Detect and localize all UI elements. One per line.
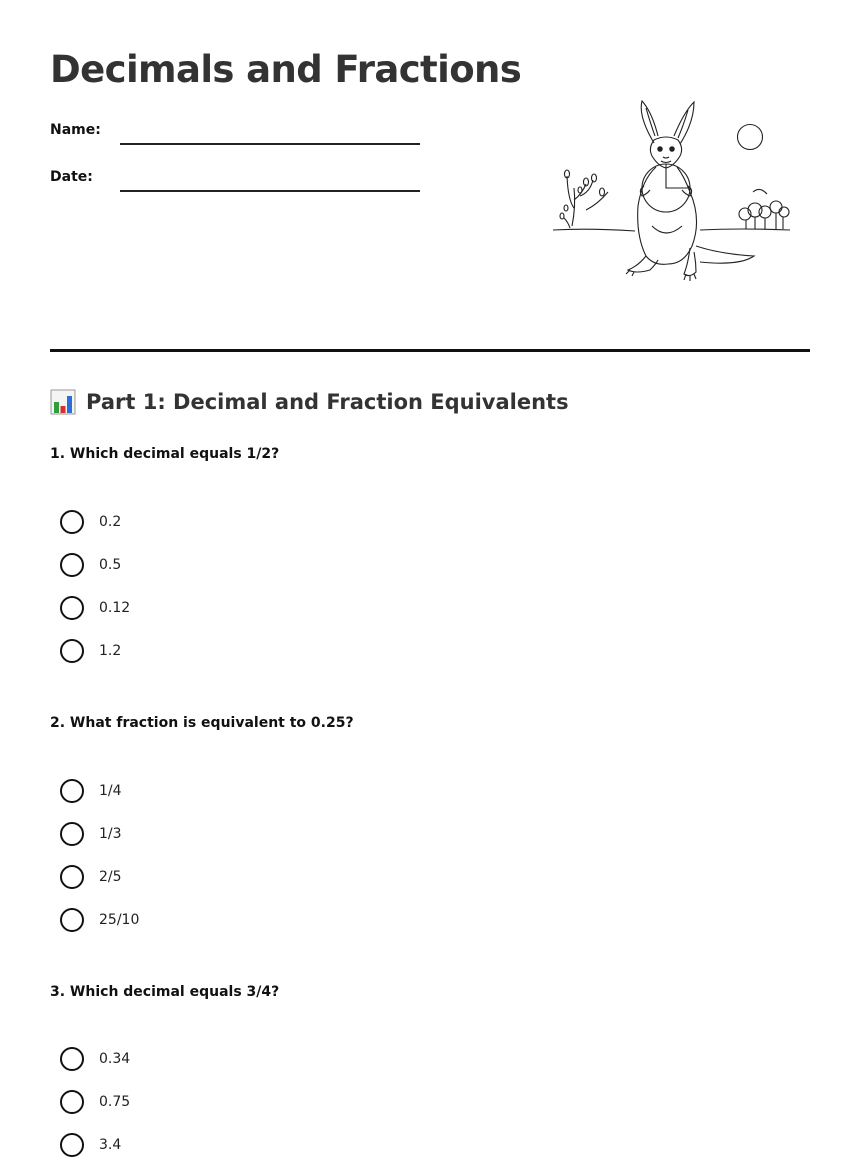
radio-button[interactable] [60, 596, 84, 620]
option-label: 1.2 [99, 643, 122, 659]
name-label: Name: [50, 122, 101, 138]
radio-button[interactable] [60, 1133, 84, 1157]
option-label: 0.2 [99, 514, 122, 530]
option-label: 1/3 [99, 826, 122, 842]
q1-option-d[interactable] [60, 638, 121, 664]
q2-option-d[interactable] [60, 907, 139, 933]
q2-option-c[interactable] [60, 864, 122, 890]
q3-option-b[interactable] [60, 1089, 130, 1115]
question-1: 1. Which decimal equals 1/2? [50, 446, 280, 462]
radio-button[interactable] [60, 1090, 84, 1114]
radio-button[interactable] [60, 908, 84, 932]
radio-button[interactable] [60, 1047, 84, 1071]
option-label: 25/10 [99, 912, 140, 928]
worksheet-title: Decimals and Fractions [50, 48, 522, 91]
question-3: 3. Which decimal equals 3/4? [50, 984, 280, 1000]
option-label: 3.4 [99, 1137, 122, 1153]
section-heading [50, 388, 569, 416]
question-2: 2. What fraction is equivalent to 0.25? [50, 715, 354, 731]
q1-option-a[interactable] [60, 509, 121, 535]
kangaroo-illustration [550, 96, 795, 286]
option-label: 0.75 [99, 1094, 131, 1110]
option-label: 1/4 [99, 783, 122, 799]
q1-option-b[interactable] [60, 552, 121, 578]
radio-button[interactable] [60, 553, 84, 577]
name-input-line[interactable] [120, 143, 420, 145]
q3-option-c[interactable] [60, 1132, 121, 1158]
date-label: Date: [50, 169, 93, 185]
header-divider [50, 349, 810, 352]
date-input-line[interactable] [120, 190, 420, 192]
radio-button[interactable] [60, 822, 84, 846]
q3-option-a[interactable] [60, 1046, 130, 1072]
option-label: 0.34 [99, 1051, 131, 1067]
radio-button[interactable] [60, 510, 84, 534]
q2-option-b[interactable] [60, 821, 122, 847]
section-title: Part 1: Decimal and Fraction Equivalents [86, 390, 569, 414]
radio-button[interactable] [60, 639, 84, 663]
q2-option-a[interactable] [60, 778, 122, 804]
bar-chart-icon [50, 388, 76, 416]
option-label: 2/5 [99, 869, 122, 885]
radio-button[interactable] [60, 779, 84, 803]
option-label: 0.5 [99, 557, 122, 573]
option-label: 0.12 [99, 600, 131, 616]
radio-button[interactable] [60, 865, 84, 889]
q1-option-c[interactable] [60, 595, 130, 621]
